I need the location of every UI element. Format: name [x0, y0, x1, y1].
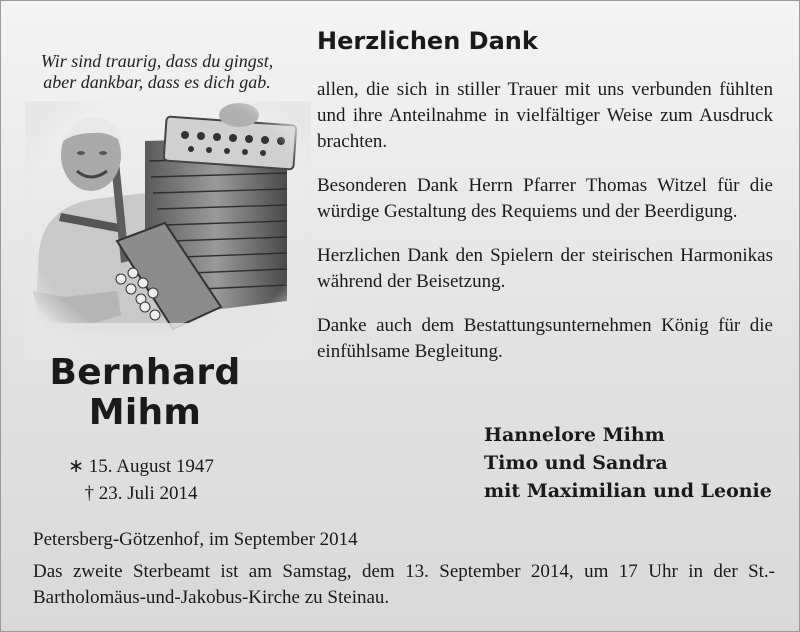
signer-line: Hannelore Mihm: [484, 424, 665, 446]
thanks-text: [317, 77, 773, 383]
thanks-paragraph: Besonderen Dank Herrn Pfarrer Thomas Witzel für die würdige Gestaltung des Requiems und der Beerdigung.: [317, 175, 773, 222]
death-cross-icon: †: [84, 483, 95, 504]
signer-line: mit Maximilian und Leonie: [484, 480, 772, 502]
signers: [484, 421, 772, 505]
life-dates: [41, 453, 241, 507]
motto-line-2: aber dankbar, dass es dich gab.: [43, 72, 271, 92]
footer: [33, 527, 775, 617]
service-notice: Das zweite Sterbeamt ist am Samstag, dem 13. September 2014, um 17 Uhr in der St.-Bartholomäus-und-Jakobus-Kirche zu Steinau.: [33, 561, 775, 608]
birth-date-row: [41, 453, 241, 480]
deceased-last-name: Mihm: [88, 392, 202, 433]
deceased-first-name: Bernhard: [49, 352, 241, 393]
deceased-name: [25, 353, 265, 433]
portrait-photo: [25, 101, 311, 359]
place-date: Petersberg-Götzenhof, im September 2014: [33, 529, 358, 550]
birth-date: 15. August 1947: [88, 456, 214, 477]
motto-line-1: Wir sind traurig, dass du gingst,: [40, 51, 274, 71]
thanks-paragraph: allen, die sich in stiller Trauer mit uns verbunden fühlten und ihre Anteilnahme in vielfältiger Weise zum Ausdruck brachten.: [317, 79, 773, 152]
thanks-paragraph: Herzlichen Dank den Spielern der steirischen Harmonikas während der Beisetzung.: [317, 245, 773, 292]
thanks-heading: Herzlichen Dank: [317, 27, 538, 55]
death-date-row: [41, 480, 241, 507]
signer-line: Timo und Sandra: [484, 452, 668, 474]
thanks-paragraph: Danke auch dem Bestattungsunternehmen König für die einfühlsame Begleitung.: [317, 315, 773, 362]
birth-star-icon: ∗: [68, 456, 85, 477]
death-date: 23. Juli 2014: [98, 483, 198, 504]
motto: [31, 51, 283, 93]
